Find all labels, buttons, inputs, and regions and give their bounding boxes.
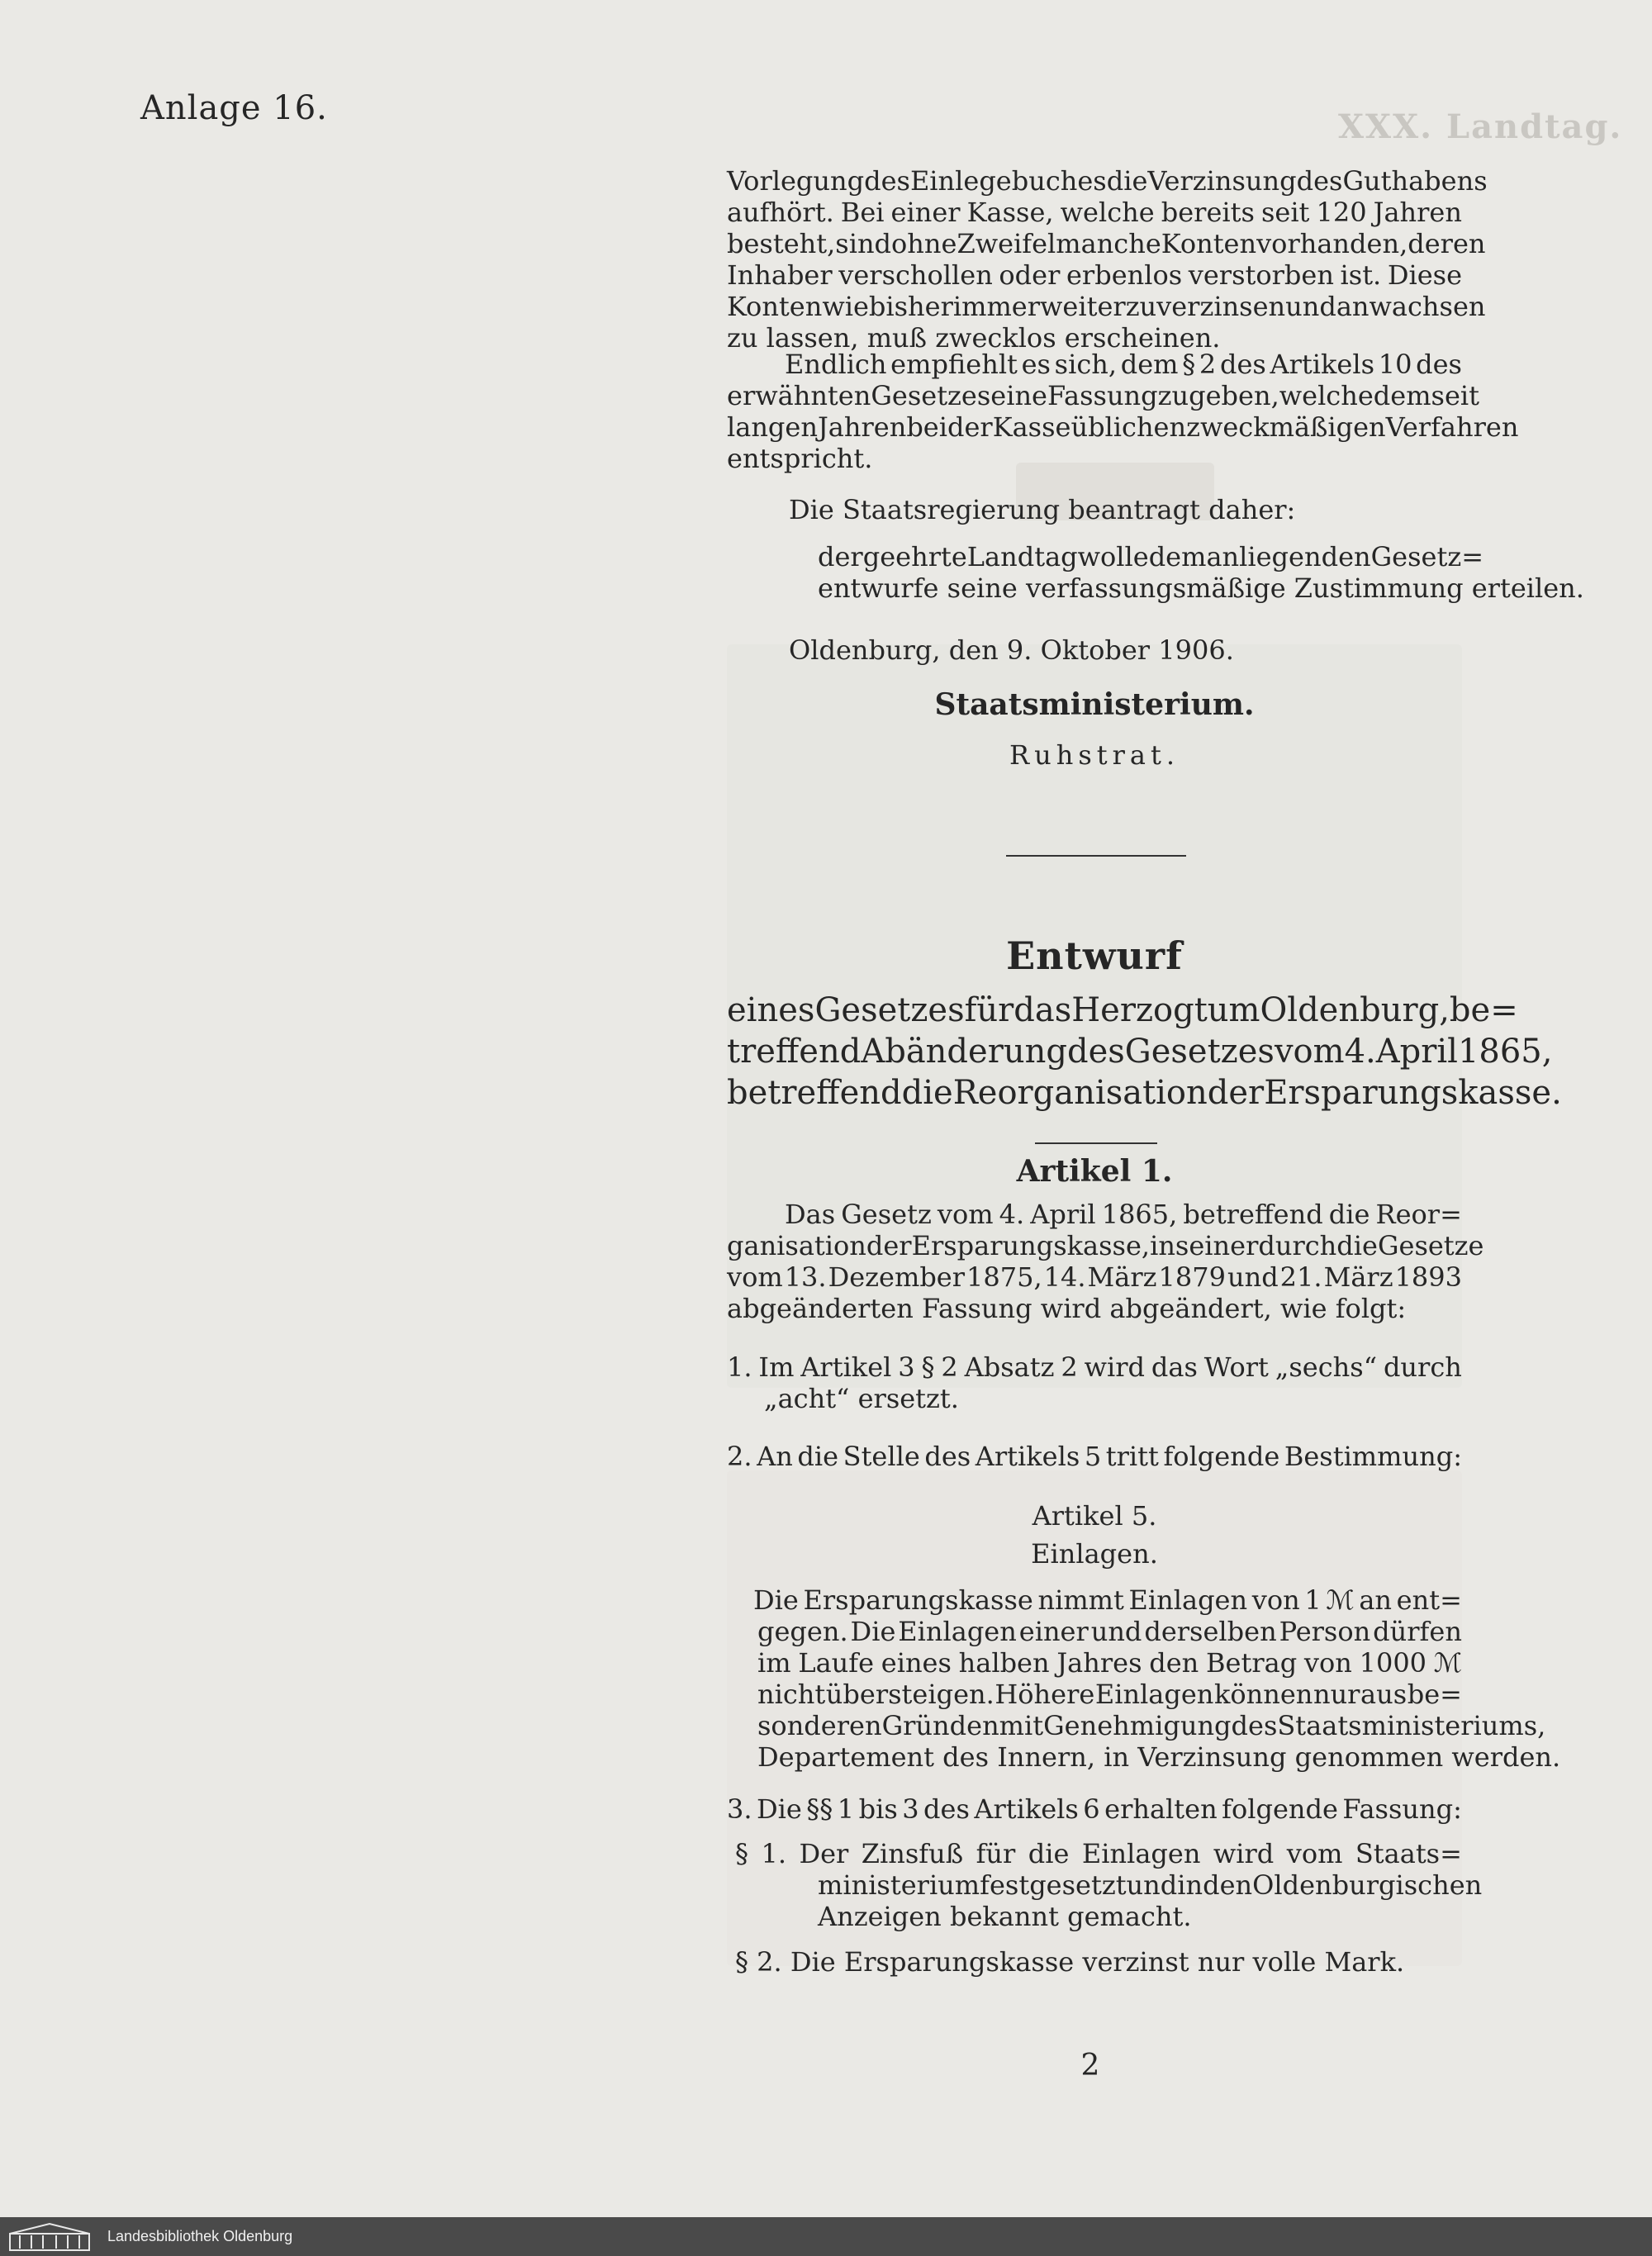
text-line: langen Jahren bei der Kasse üblichen zweckmäßigen Verfahren <box>727 411 1519 443</box>
second-paragraph <box>727 349 1519 474</box>
page-number: 2 <box>1080 2049 1100 2083</box>
intro-paragraph <box>727 165 1488 354</box>
text-line: der geehrte Landtag wolle dem anliegenden Gesetz= <box>818 541 1483 572</box>
text-line: erwähnten Gesetzes eine Fassung zu geben, welche dem seit <box>727 380 1479 411</box>
text-line: abgeänderten Fassung wird abgeändert, wie folgt: <box>727 1293 1407 1324</box>
text-line: zu lassen, muß zwecklos erscheinen. <box>727 322 1221 354</box>
text-line: vom 13. Dezember 1875, 14. März 1879 und 21. März 1893 <box>727 1261 1462 1293</box>
text-line: Konten wie bisher immer weiter zu verzinsen und anwachsen <box>727 291 1486 322</box>
text-line: Die Ersparungskasse nimmt Einlagen von 1 ℳ an ent= <box>753 1584 1462 1616</box>
text-line: gegen. Die Einlagen einer und derselben Person dürfen <box>757 1616 1462 1647</box>
divider-rule <box>1035 1142 1157 1144</box>
divider-rule <box>1006 855 1186 857</box>
text-line: nicht übersteigen. Höhere Einlagen können nur aus be= <box>757 1679 1462 1710</box>
request-text <box>818 541 1584 604</box>
request-intro: Die Staatsregierung beantragt daher: <box>789 494 1296 525</box>
article-5-text <box>753 1584 1561 1773</box>
text-line: Inhaber verschollen oder erbenlos verstorben ist. Diese <box>727 259 1462 291</box>
text-line: „acht“ ersetzt. <box>764 1383 959 1414</box>
text-line: 2. An die Stelle des Artikels 5 tritt folgende Bestimmung: <box>727 1441 1462 1472</box>
draft-subtitle <box>727 990 1562 1114</box>
text-line: Das Gesetz vom 4. April 1865, betreffend die Reor= <box>785 1199 1462 1230</box>
text-line: ganisation der Ersparungskasse, in seiner durch die Gesetze <box>727 1230 1484 1261</box>
text-line: Departement des Innern, in Verzinsung genommen werden. <box>757 1741 1561 1773</box>
text-line: sonderen Gründen mit Genehmigung des Staatsministeriums, <box>757 1710 1546 1741</box>
place-date: Oldenburg, den 9. Oktober 1906. <box>789 634 1234 666</box>
text-line: eines Gesetzes für das Herzogtum Oldenburg, be= <box>727 991 1518 1029</box>
text-line: Anzeigen bekannt gemacht. <box>818 1901 1192 1932</box>
item-2 <box>727 1441 1462 1472</box>
item-1 <box>727 1351 1462 1414</box>
article-5-heading: Artikel 5. <box>1032 1500 1157 1532</box>
text-line: entspricht. <box>727 443 873 474</box>
text-line: betreffend die Reorganisation der Ersparungskasse. <box>727 1074 1562 1112</box>
text-line: besteht, sind ohne Zweifel manche Konten vorhanden, deren <box>727 228 1486 259</box>
article-heading: Artikel 1. <box>1016 1154 1173 1189</box>
library-name[interactable]: Landesbibliothek Oldenburg <box>107 2228 293 2244</box>
text-line: Endlich empfiehlt es sich, dem § 2 des Artikels 10 des <box>785 349 1462 380</box>
draft-title: Entwurf <box>1006 933 1183 978</box>
text-line: aufhört. Bei einer Kasse, welche bereits seit 120 Jahren <box>727 197 1462 228</box>
annex-label: Anlage 16. <box>140 89 328 127</box>
faint-landtag-label: XXX. Landtag. <box>1338 107 1623 146</box>
ministry-name: Staatsministerium. <box>934 687 1255 722</box>
paragraph-1 <box>735 1838 1483 1932</box>
text-line: treffend Abänderung des Gesetzes vom 4. April 1865, <box>727 1033 1553 1071</box>
article-intro <box>727 1199 1484 1324</box>
library-building-icon <box>8 2222 91 2252</box>
text-line: 3. Die §§ 1 bis 3 des Artikels 6 erhalten folgende Fassung: <box>727 1793 1462 1825</box>
paragraph-2 <box>735 1946 1462 1978</box>
text-line: Vorlegung des Einlegebuches die Verzinsung des Guthabens <box>727 165 1488 197</box>
text-line: entwurfe seine verfassungsmäßige Zustimmung erteilen. <box>818 572 1584 604</box>
text-line: im Laufe eines halben Jahres den Betrag von 1000 ℳ <box>757 1647 1462 1679</box>
text-line: ministerium festgesetzt und in den Oldenburgischen <box>818 1869 1483 1901</box>
text-line: 1. Im Artikel 3 § 2 Absatz 2 wird das Wort „sechs“ durch <box>727 1351 1462 1383</box>
article-5-subheading: Einlagen. <box>1031 1538 1158 1570</box>
text-line: § 1. Der Zinsfuß für die Einlagen wird vom Staats= <box>735 1838 1462 1869</box>
signature: Ruhstrat. <box>1009 739 1180 771</box>
item-3 <box>727 1793 1462 1825</box>
text-line: § 2. Die Ersparungskasse verzinst nur volle Mark. <box>735 1946 1405 1978</box>
footer-bar <box>0 2217 1652 2256</box>
